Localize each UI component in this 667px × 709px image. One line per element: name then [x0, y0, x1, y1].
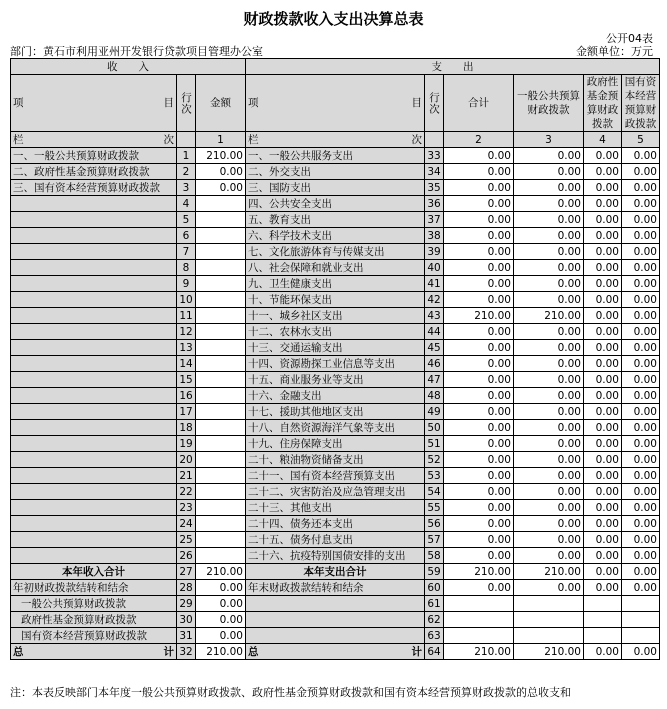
- cell-cap: 0.00: [622, 180, 660, 196]
- cell-in-no: 23: [177, 500, 196, 516]
- cell-in-no: 22: [177, 484, 196, 500]
- table-row: [11, 196, 660, 212]
- cell-gen: 0.00: [514, 532, 584, 548]
- cell-out-no: 50: [425, 420, 444, 436]
- cell-cap: 0.00: [622, 196, 660, 212]
- cell-in-no: 14: [177, 356, 196, 372]
- cell-in-amt: [196, 276, 246, 292]
- sub-row: 国有资本经营预算财政拨款 31 0.00 63: [11, 628, 660, 644]
- cell-in-no: 6: [177, 228, 196, 244]
- cell-in-amt: 0.00: [196, 180, 246, 196]
- cell-in-no: 8: [177, 260, 196, 276]
- cell-in-label: 三、国有资本经营预算财政拨款: [11, 180, 177, 196]
- cell-fund: 0.00: [584, 228, 622, 244]
- column-number-row: 栏 次 1 栏 次 2 3 4 5: [11, 132, 660, 148]
- cell-in-amt: [196, 516, 246, 532]
- carryover-row: 年初财政拨款结转和结余 28 0.00 年末财政拨款结转和结余 60 0.00 0.00 0.00 0.00: [11, 580, 660, 596]
- cell-cap: 0.00: [622, 452, 660, 468]
- cell-out-label: 十七、援助其他地区支出: [246, 404, 425, 420]
- cell-in-no: 21: [177, 468, 196, 484]
- sub-row: 一般公共预算财政拨款 29 0.00 61: [11, 596, 660, 612]
- cell-out-label: 三、国防支出: [246, 180, 425, 196]
- cell-fund: 0.00: [584, 500, 622, 516]
- table-row: [11, 292, 660, 308]
- cell-in-amt: [196, 340, 246, 356]
- cell-out-no: 43: [425, 308, 444, 324]
- cell-in-amt: [196, 308, 246, 324]
- table-row: [11, 548, 660, 564]
- cell-in-label: [11, 260, 177, 276]
- cell-gen: 0.00: [514, 292, 584, 308]
- form-code: 公开04表: [606, 32, 653, 45]
- cell-fund: 0.00: [584, 372, 622, 388]
- cell-in-label: [11, 548, 177, 564]
- cell-in-amt: [196, 548, 246, 564]
- cell-in-no: 10: [177, 292, 196, 308]
- cell-out-no: 34: [425, 164, 444, 180]
- cell-in-no: 5: [177, 212, 196, 228]
- cell-gen: 0.00: [514, 180, 584, 196]
- unit-label: 金额单位：万元: [576, 45, 653, 58]
- cell-out-label: 八、社会保障和就业支出: [246, 260, 425, 276]
- cell-in-label: [11, 436, 177, 452]
- cell-out-label: 六、科学技术支出: [246, 228, 425, 244]
- cell-cap: 0.00: [622, 340, 660, 356]
- cell-fund: 0.00: [584, 164, 622, 180]
- cell-total: 0.00: [444, 548, 514, 564]
- table-row: [11, 500, 660, 516]
- cell-gen: 0.00: [514, 324, 584, 340]
- cell-total: 0.00: [444, 452, 514, 468]
- cell-gen: 0.00: [514, 404, 584, 420]
- cell-out-label: 二十三、其他支出: [246, 500, 425, 516]
- cell-in-amt: 210.00: [196, 148, 246, 164]
- cell-out-label: 一、一般公共服务支出: [246, 148, 425, 164]
- cell-in-amt: [196, 532, 246, 548]
- cell-total: 0.00: [444, 292, 514, 308]
- cell-total: 0.00: [444, 244, 514, 260]
- cell-gen: 0.00: [514, 212, 584, 228]
- cell-gen: 210.00: [514, 308, 584, 324]
- cell-total: 0.00: [444, 212, 514, 228]
- cell-out-label: 二十五、债务付息支出: [246, 532, 425, 548]
- table-row: [11, 484, 660, 500]
- cell-total: 0.00: [444, 228, 514, 244]
- cell-fund: 0.00: [584, 532, 622, 548]
- state-capital-header: 国有资本经营预算财政拨款: [622, 75, 660, 132]
- cell-in-label: [11, 196, 177, 212]
- cell-in-no: 12: [177, 324, 196, 340]
- footnote: 注：本表反映部门本年度一般公共预算财政拨款、政府性基金预算财政拨款和国有资本经营预算财政拨款的总收支和: [10, 686, 571, 699]
- cell-in-label: [11, 532, 177, 548]
- cell-gen: 0.00: [514, 356, 584, 372]
- cell-fund: 0.00: [584, 196, 622, 212]
- cell-fund: 0.00: [584, 324, 622, 340]
- cell-total: 0.00: [444, 196, 514, 212]
- cell-out-label: 十、节能环保支出: [246, 292, 425, 308]
- cell-in-amt: [196, 484, 246, 500]
- table-row: [11, 436, 660, 452]
- cell-gen: 0.00: [514, 244, 584, 260]
- cell-total: 0.00: [444, 340, 514, 356]
- cell-in-amt: [196, 404, 246, 420]
- cell-out-label: 十九、住房保障支出: [246, 436, 425, 452]
- cell-total: 210.00: [444, 308, 514, 324]
- cell-in-no: 2: [177, 164, 196, 180]
- cell-fund: 0.00: [584, 180, 622, 196]
- table-row: [11, 516, 660, 532]
- cell-in-label: [11, 244, 177, 260]
- cell-out-no: 54: [425, 484, 444, 500]
- grand-total-row: 总 计 32 210.00 总 计 64 210.00 210.00 0.00 0.00: [11, 644, 660, 660]
- cell-in-no: 1: [177, 148, 196, 164]
- cell-in-label: [11, 372, 177, 388]
- cell-out-label: 二十四、债务还本支出: [246, 516, 425, 532]
- cell-fund: 0.00: [584, 404, 622, 420]
- cell-gen: 0.00: [514, 484, 584, 500]
- cell-gen: 0.00: [514, 228, 584, 244]
- cell-out-label: 十一、城乡社区支出: [246, 308, 425, 324]
- cell-total: 0.00: [444, 148, 514, 164]
- cell-out-no: 47: [425, 372, 444, 388]
- cell-in-label: [11, 484, 177, 500]
- cell-in-no: 9: [177, 276, 196, 292]
- cell-in-no: 7: [177, 244, 196, 260]
- table-row: [11, 260, 660, 276]
- cell-out-label: 四、公共安全支出: [246, 196, 425, 212]
- cell-gen: 0.00: [514, 164, 584, 180]
- table-row: [11, 356, 660, 372]
- cell-out-no: 51: [425, 436, 444, 452]
- expense-rowno-header: 行次: [425, 75, 444, 132]
- cell-cap: 0.00: [622, 212, 660, 228]
- cell-cap: 0.00: [622, 420, 660, 436]
- cell-out-no: 49: [425, 404, 444, 420]
- cell-out-no: 45: [425, 340, 444, 356]
- cell-total: 0.00: [444, 436, 514, 452]
- cell-in-amt: [196, 436, 246, 452]
- cell-cap: 0.00: [622, 148, 660, 164]
- cell-in-no: 18: [177, 420, 196, 436]
- cell-fund: 0.00: [584, 212, 622, 228]
- annual-total-row: 本年收入合计 27 210.00 本年支出合计 59 210.00 210.00 0.00 0.00: [11, 564, 660, 580]
- table-row: [11, 276, 660, 292]
- cell-total: 0.00: [444, 324, 514, 340]
- table-row: [11, 404, 660, 420]
- cell-in-no: 13: [177, 340, 196, 356]
- cell-out-label: 七、文化旅游体育与传媒支出: [246, 244, 425, 260]
- cell-gen: 0.00: [514, 260, 584, 276]
- cell-in-amt: [196, 196, 246, 212]
- cell-in-label: [11, 276, 177, 292]
- cell-in-label: 二、政府性基金预算财政拨款: [11, 164, 177, 180]
- cell-in-amt: [196, 420, 246, 436]
- cell-in-amt: [196, 260, 246, 276]
- cell-out-no: 40: [425, 260, 444, 276]
- cell-in-label: [11, 292, 177, 308]
- cell-cap: 0.00: [622, 260, 660, 276]
- section-header-row: [11, 59, 660, 75]
- cell-out-label: 十五、商业服务业等支出: [246, 372, 425, 388]
- cell-cap: 0.00: [622, 372, 660, 388]
- cell-fund: 0.00: [584, 484, 622, 500]
- table-row: [11, 372, 660, 388]
- cell-out-no: 57: [425, 532, 444, 548]
- cell-in-amt: [196, 452, 246, 468]
- cell-fund: 0.00: [584, 276, 622, 292]
- cell-in-label: [11, 212, 177, 228]
- cell-cap: 0.00: [622, 468, 660, 484]
- cell-in-no: 4: [177, 196, 196, 212]
- cell-out-no: 46: [425, 356, 444, 372]
- cell-total: 0.00: [444, 420, 514, 436]
- table-row: [11, 452, 660, 468]
- cell-out-label: 十四、资源勘探工业信息等支出: [246, 356, 425, 372]
- cell-out-no: 44: [425, 324, 444, 340]
- cell-cap: 0.00: [622, 388, 660, 404]
- cell-in-no: 25: [177, 532, 196, 548]
- cell-fund: 0.00: [584, 420, 622, 436]
- table-row: [11, 228, 660, 244]
- cell-out-label: 二十、粮油物资储备支出: [246, 452, 425, 468]
- general-budget-header: 一般公共预算财政拨款: [514, 75, 584, 132]
- cell-out-no: 39: [425, 244, 444, 260]
- cell-in-label: [11, 388, 177, 404]
- cell-cap: 0.00: [622, 292, 660, 308]
- cell-total: 0.00: [444, 276, 514, 292]
- cell-out-no: 48: [425, 388, 444, 404]
- cell-in-label: [11, 340, 177, 356]
- cell-in-no: 3: [177, 180, 196, 196]
- cell-fund: 0.00: [584, 148, 622, 164]
- cell-in-no: 17: [177, 404, 196, 420]
- cell-total: 0.00: [444, 404, 514, 420]
- cell-total: 0.00: [444, 484, 514, 500]
- cell-out-label: 二十一、国有资本经营预算支出: [246, 468, 425, 484]
- cell-total: 0.00: [444, 180, 514, 196]
- cell-out-label: 二十二、灾害防治及应急管理支出: [246, 484, 425, 500]
- cell-in-no: 24: [177, 516, 196, 532]
- cell-out-label: 九、卫生健康支出: [246, 276, 425, 292]
- cell-in-amt: 0.00: [196, 164, 246, 180]
- cell-gen: 0.00: [514, 452, 584, 468]
- cell-in-no: 15: [177, 372, 196, 388]
- cell-gen: 0.00: [514, 340, 584, 356]
- cell-out-no: 52: [425, 452, 444, 468]
- cell-cap: 0.00: [622, 244, 660, 260]
- cell-in-amt: [196, 372, 246, 388]
- table-row: [11, 148, 660, 164]
- income-amount-header: 金额: [196, 75, 246, 132]
- cell-out-no: 36: [425, 196, 444, 212]
- cell-in-label: [11, 356, 177, 372]
- gov-fund-header: 政府性基金预算财政拨款: [584, 75, 622, 132]
- cell-in-label: [11, 452, 177, 468]
- cell-gen: 0.00: [514, 548, 584, 564]
- cell-fund: 0.00: [584, 308, 622, 324]
- cell-fund: 0.00: [584, 468, 622, 484]
- table-row: [11, 308, 660, 324]
- cell-cap: 0.00: [622, 532, 660, 548]
- cell-fund: 0.00: [584, 548, 622, 564]
- cell-out-label: 十二、农林水支出: [246, 324, 425, 340]
- cell-gen: 0.00: [514, 148, 584, 164]
- cell-out-no: 33: [425, 148, 444, 164]
- cell-cap: 0.00: [622, 500, 660, 516]
- expense-header: 支 出: [246, 59, 660, 75]
- cell-cap: 0.00: [622, 356, 660, 372]
- table-row: [11, 212, 660, 228]
- table-row: [11, 324, 660, 340]
- cell-in-amt: [196, 212, 246, 228]
- table-row: [11, 244, 660, 260]
- cell-in-no: 26: [177, 548, 196, 564]
- cell-total: 0.00: [444, 500, 514, 516]
- cell-gen: 0.00: [514, 436, 584, 452]
- cell-gen: 0.00: [514, 372, 584, 388]
- cell-cap: 0.00: [622, 404, 660, 420]
- cell-in-amt: [196, 292, 246, 308]
- cell-fund: 0.00: [584, 356, 622, 372]
- cell-in-amt: [196, 356, 246, 372]
- cell-fund: 0.00: [584, 260, 622, 276]
- column-header-row: [11, 75, 660, 132]
- income-rowno-header: 行次: [177, 75, 196, 132]
- cell-fund: 0.00: [584, 452, 622, 468]
- cell-in-label: [11, 468, 177, 484]
- table-row: [11, 468, 660, 484]
- cell-gen: 0.00: [514, 516, 584, 532]
- cell-cap: 0.00: [622, 436, 660, 452]
- cell-total: 0.00: [444, 516, 514, 532]
- cell-out-no: 53: [425, 468, 444, 484]
- cell-cap: 0.00: [622, 308, 660, 324]
- cell-total: 0.00: [444, 260, 514, 276]
- cell-out-label: 二、外交支出: [246, 164, 425, 180]
- table-row: [11, 532, 660, 548]
- cell-out-label: 五、教育支出: [246, 212, 425, 228]
- cell-in-label: [11, 324, 177, 340]
- cell-in-amt: [196, 500, 246, 516]
- department-label: 部门：黄石市利用亚州开发银行贷款项目管理办公室: [10, 45, 263, 58]
- cell-out-no: 41: [425, 276, 444, 292]
- cell-in-label: [11, 516, 177, 532]
- cell-in-label: 一、一般公共预算财政拨款: [11, 148, 177, 164]
- cell-in-no: 16: [177, 388, 196, 404]
- cell-out-no: 38: [425, 228, 444, 244]
- cell-cap: 0.00: [622, 228, 660, 244]
- cell-out-no: 56: [425, 516, 444, 532]
- table-row: [11, 388, 660, 404]
- cell-in-label: [11, 228, 177, 244]
- table-row: [11, 420, 660, 436]
- cell-cap: 0.00: [622, 324, 660, 340]
- income-header: 收 入: [11, 59, 246, 75]
- table-row: [11, 180, 660, 196]
- table-row: [11, 164, 660, 180]
- table-row: [11, 340, 660, 356]
- cell-total: 0.00: [444, 164, 514, 180]
- cell-in-label: [11, 308, 177, 324]
- cell-cap: 0.00: [622, 276, 660, 292]
- cell-total: 0.00: [444, 388, 514, 404]
- sub-row: 政府性基金预算财政拨款 30 0.00 62: [11, 612, 660, 628]
- cell-total: 0.00: [444, 356, 514, 372]
- cell-fund: 0.00: [584, 436, 622, 452]
- cell-gen: 0.00: [514, 276, 584, 292]
- cell-in-label: [11, 420, 177, 436]
- cell-in-amt: [196, 468, 246, 484]
- cell-total: 0.00: [444, 532, 514, 548]
- cell-gen: 0.00: [514, 420, 584, 436]
- cell-out-no: 42: [425, 292, 444, 308]
- cell-out-label: 十八、自然资源海洋气象等支出: [246, 420, 425, 436]
- cell-out-no: 37: [425, 212, 444, 228]
- cell-gen: 0.00: [514, 500, 584, 516]
- cell-gen: 0.00: [514, 388, 584, 404]
- cell-in-amt: [196, 228, 246, 244]
- cell-in-no: 20: [177, 452, 196, 468]
- cell-in-label: [11, 500, 177, 516]
- expense-item-header: 项 目: [246, 75, 425, 132]
- income-item-header: 项 目: [11, 75, 177, 132]
- cell-out-no: 55: [425, 500, 444, 516]
- cell-out-label: 二十六、抗疫特别国债安排的支出: [246, 548, 425, 564]
- cell-fund: 0.00: [584, 340, 622, 356]
- cell-in-label: [11, 404, 177, 420]
- cell-total: 0.00: [444, 468, 514, 484]
- page-title: 财政拨款收入支出决算总表: [243, 10, 424, 28]
- cell-cap: 0.00: [622, 516, 660, 532]
- cell-cap: 0.00: [622, 164, 660, 180]
- cell-in-no: 19: [177, 436, 196, 452]
- cell-out-no: 35: [425, 180, 444, 196]
- cell-cap: 0.00: [622, 484, 660, 500]
- cell-fund: 0.00: [584, 516, 622, 532]
- cell-fund: 0.00: [584, 292, 622, 308]
- cell-in-amt: [196, 244, 246, 260]
- cell-fund: 0.00: [584, 388, 622, 404]
- cell-gen: 0.00: [514, 468, 584, 484]
- cell-fund: 0.00: [584, 244, 622, 260]
- summary-table: [10, 58, 660, 660]
- cell-out-label: 十三、交通运输支出: [246, 340, 425, 356]
- cell-in-no: 11: [177, 308, 196, 324]
- cell-cap: 0.00: [622, 548, 660, 564]
- cell-gen: 0.00: [514, 196, 584, 212]
- cell-in-amt: [196, 324, 246, 340]
- cell-out-label: 十六、金融支出: [246, 388, 425, 404]
- cell-out-no: 58: [425, 548, 444, 564]
- total-header: 合计: [444, 75, 514, 132]
- cell-in-amt: [196, 388, 246, 404]
- cell-total: 0.00: [444, 372, 514, 388]
